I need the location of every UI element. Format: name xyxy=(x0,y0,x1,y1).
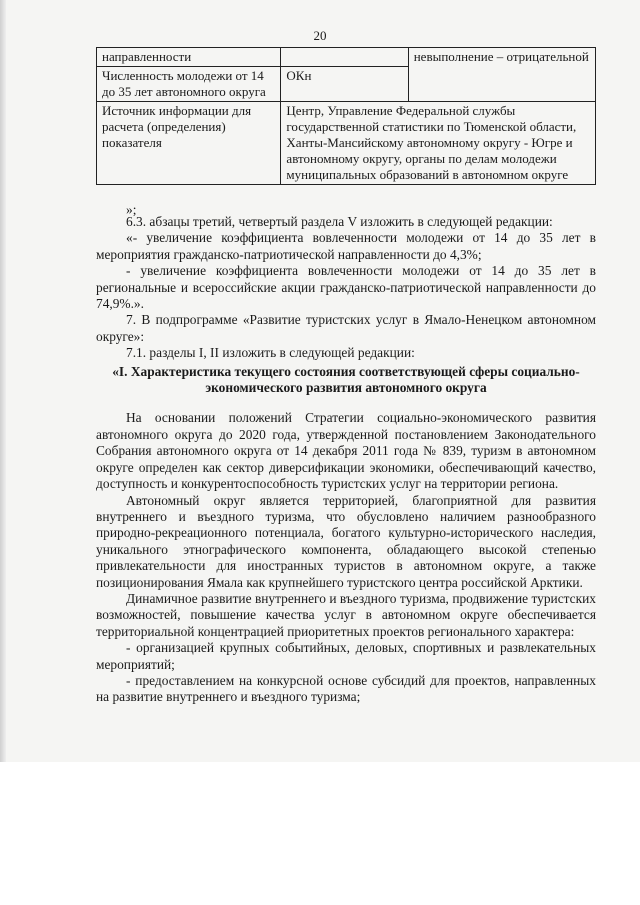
closing-quote: »; xyxy=(126,202,137,217)
document-body xyxy=(96,202,596,706)
table-cell: направленности xyxy=(97,48,281,67)
table-cell: ОКн xyxy=(281,67,408,102)
paragraph: На основании положений Стратегии социально-экономического развития автономного округа до 2020 года, утвержденной постановлением Законодательного Собрания автономного округа от 14 декабря 2011 года № 839, туризм в автономном округе определен как сектор диверсификации экономики, обеспечивающий качество, доступность и конкурентоспособность туристских услуг на территории региона. xyxy=(96,410,596,492)
table-cell: Источник информации для расчета (определения) показателя xyxy=(97,102,281,185)
blank-margin xyxy=(0,762,640,905)
paragraph: Автономный округ является территорией, благоприятной для развития внутреннего и въездного туризма, что обусловлено наличием разнообразного природно-рекреационного потенциала, богатого культурно-исторического наследия, уникального этнографического компонента, обладающего высокой степенью привлекательности для иностранных туристов в автономном округе, а также позиционирования Ямала как крупнейшего туристского центра российской Арктики. xyxy=(96,492,596,590)
paragraph: «- увеличение коэффициента вовлеченности молодежи от 14 до 35 лет в мероприятия гражданско-патриотической направленности до 4,3%; xyxy=(96,230,596,262)
paragraph: 7. В подпрограмме «Развитие туристских услуг в Ямало-Ненецком автономном округе»: xyxy=(96,312,596,344)
paragraph: 7.1. разделы I, II изложить в следующей редакции: xyxy=(126,345,415,361)
table-cell: Центр, Управление Федеральной службы государственной статистики по Тюменской области, Ханты-Мансийскому автономному округу - Югре и автономному округу, органы по делам молодежи муниципальных образований в автономном округе xyxy=(281,102,596,185)
paragraph: Динамичное развитие внутреннего и въездного туризма, продвижение туристских возможностей, повышение качества услуг в автономном округе обеспечивается территориальной концентрацией приоритетных проектов регионального характера: xyxy=(96,590,596,639)
paragraph: - предоставлением на конкурсной основе субсидий для проектов, направленных на развитие внутреннего и въездного туризма; xyxy=(96,672,596,705)
table-cell: невыполнение – отрицательной xyxy=(408,48,595,102)
section-heading: «I. Характеристика текущего состояния соответствующей сферы социально-экономического развития автономного округа xyxy=(112,363,580,396)
indicator-table xyxy=(96,47,596,185)
table-row xyxy=(97,48,596,67)
table-row xyxy=(97,102,596,185)
paragraph: 6.3. абзацы третий, четвертый раздела V изложить в следующей редакции: xyxy=(126,214,553,229)
paragraph: - увеличение коэффициента вовлеченности молодежи от 14 до 35 лет в региональные и всероссийские акции гражданско-патриотической направленности до 74,9%.». xyxy=(96,263,596,312)
table-cell: Численность молодежи от 14 до 35 лет автономного округа xyxy=(97,67,281,102)
table-cell xyxy=(281,48,408,67)
page-number: 20 xyxy=(313,28,327,43)
paragraph: - организацией крупных событийных, деловых, спортивных и развлекательных мероприятий; xyxy=(96,640,596,672)
scan-edge-shadow xyxy=(0,0,6,770)
